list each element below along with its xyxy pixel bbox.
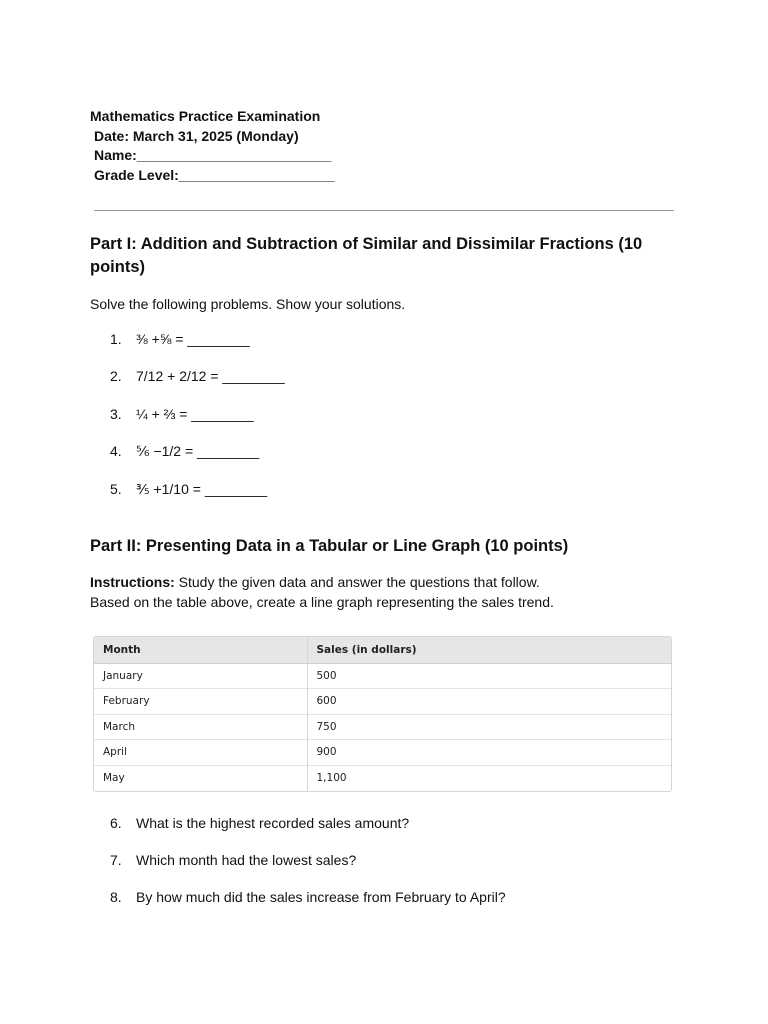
- sales-cell: 500: [307, 663, 671, 689]
- question-number: 5.: [110, 481, 122, 497]
- question-8: [110, 888, 506, 906]
- question-text: By how much did the sales increase from February to April?: [136, 889, 506, 905]
- table-header-row: [94, 637, 671, 663]
- sales-cell: 1,100: [307, 765, 671, 791]
- exam-header: [90, 107, 335, 185]
- sales-table: [93, 636, 672, 792]
- question-1: [110, 330, 250, 348]
- question-number: 7.: [110, 852, 122, 868]
- sales-cell: 600: [307, 689, 671, 715]
- part1-title: Part I: Addition and Subtraction of Similar and Dissimilar Fractions (10 points): [90, 235, 643, 276]
- question-4: [110, 442, 259, 460]
- question-number: 6.: [110, 815, 122, 831]
- part2-title: Part II: Presenting Data in a Tabular or Line Graph (10 points): [90, 537, 569, 555]
- month-cell: March: [94, 714, 307, 740]
- question-7: [110, 851, 356, 869]
- question-number: 4.: [110, 443, 122, 459]
- question-text: ⅗ +1/10 = ________: [136, 481, 268, 497]
- question-number: 8.: [110, 889, 122, 905]
- question-2: [110, 367, 285, 385]
- month-cell: January: [94, 663, 307, 689]
- part2-instructions: [90, 573, 554, 612]
- instructions-line-2: Based on the table above, create a line graph representing the sales trend.: [90, 593, 554, 610]
- question-3: [110, 405, 254, 423]
- question-5: [110, 480, 267, 498]
- instructions-text: Study the given data and answer the questions that follow.: [174, 574, 540, 590]
- question-number: 1.: [110, 331, 122, 347]
- table-row: [94, 689, 671, 715]
- question-text: ¼ + ⅔ = ________: [136, 406, 254, 422]
- part1-instructions: Solve the following problems. Show your solutions.: [90, 296, 406, 312]
- question-number: 3.: [110, 406, 122, 422]
- question-text: 7/12 + 2/12 = ________: [136, 368, 285, 384]
- sales-cell: 900: [307, 740, 671, 766]
- name-field-label: Name:_________________________: [94, 147, 332, 163]
- table-row: [94, 765, 671, 791]
- question-6: [110, 814, 409, 832]
- question-number: 2.: [110, 368, 122, 384]
- table-row: [94, 663, 671, 689]
- question-text: ⅜ +⅝ = ________: [136, 331, 250, 347]
- question-text: What is the highest recorded sales amount?: [136, 815, 410, 831]
- column-header-sales: Sales (in dollars): [307, 637, 671, 663]
- exam-date: Date: March 31, 2025 (Monday): [94, 127, 299, 144]
- table-row: [94, 740, 671, 766]
- month-cell: April: [94, 740, 307, 766]
- instructions-label: Instructions:: [90, 574, 175, 590]
- grade-level-field-label: Grade Level:____________________: [94, 166, 335, 183]
- sales-cell: 750: [307, 714, 671, 740]
- table-row: [94, 714, 671, 740]
- column-header-month: Month: [94, 637, 307, 663]
- question-text: Which month had the lowest sales?: [136, 852, 357, 868]
- horizontal-divider: [94, 210, 674, 211]
- question-text: ⅚ −1/2 = ________: [136, 443, 260, 459]
- month-cell: February: [94, 689, 307, 715]
- month-cell: May: [94, 765, 307, 791]
- exam-title: Mathematics Practice Examination: [90, 108, 321, 124]
